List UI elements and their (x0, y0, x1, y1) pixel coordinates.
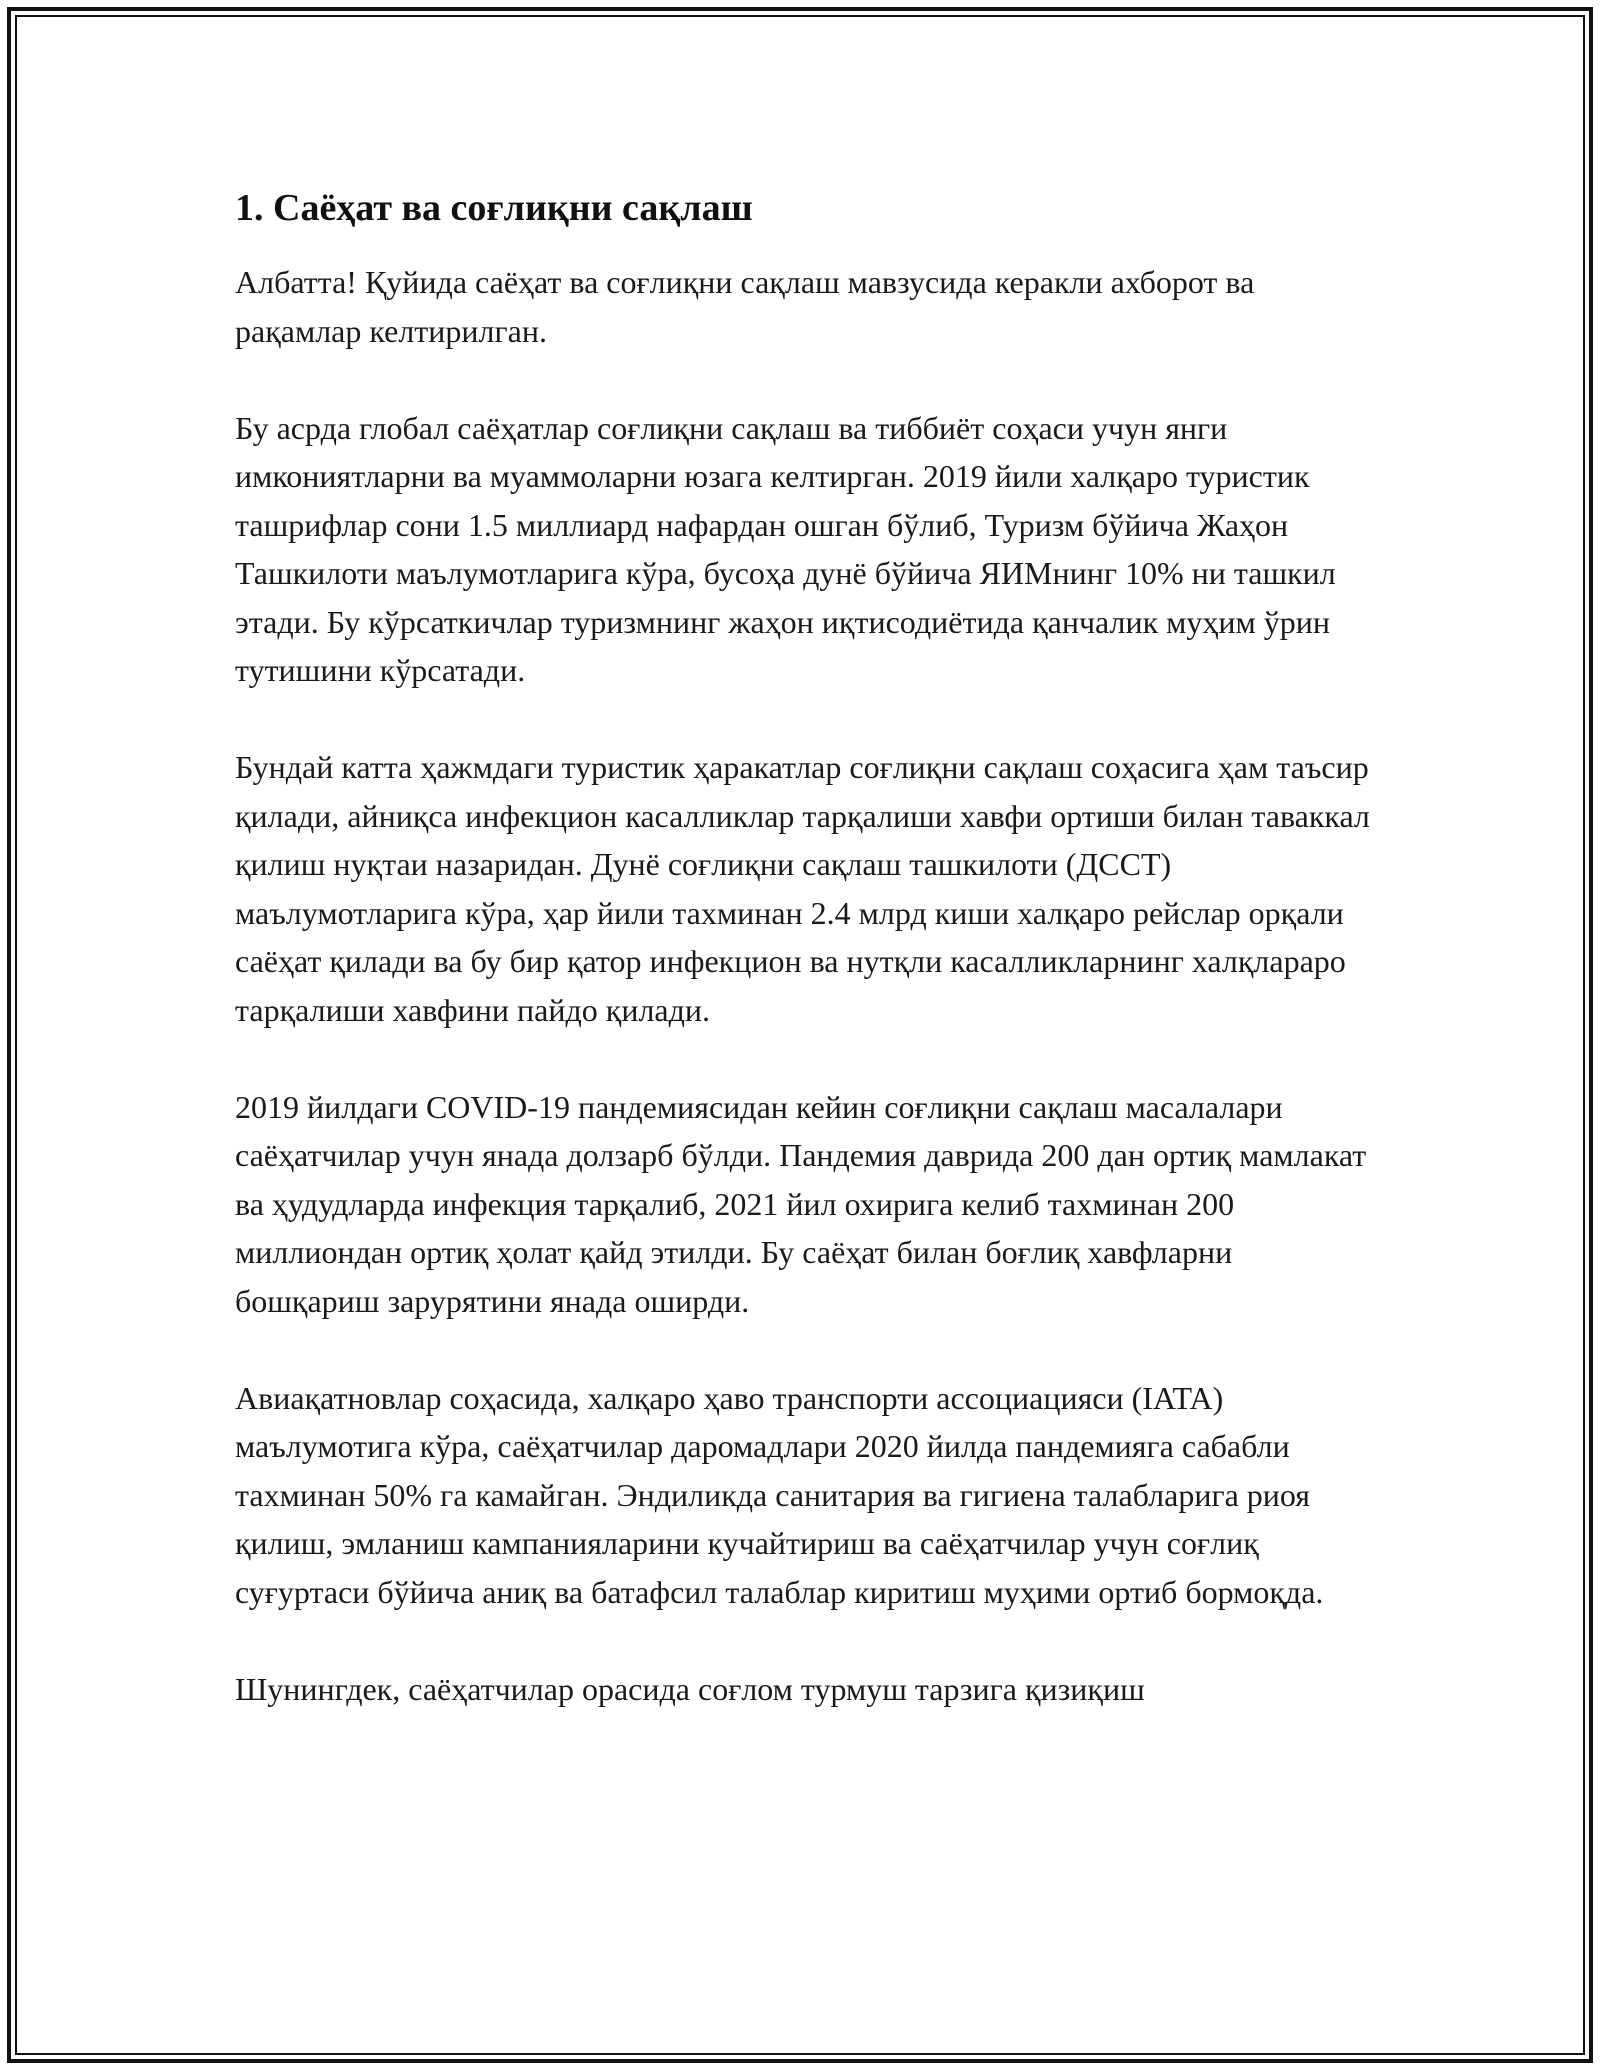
paragraph-covid: 2019 йилдаги COVID-19 пандемиясидан кейин соғлиқни сақлаш масалалари саёҳатчилар учун янада долзарб бўлди. Пандемия даврида 200 дан ортиқ мамлакат ва ҳудудларда инфекция тарқалиб, 2021 йил охирига келиб тахминан 200 миллиондан ортиқ ҳолат қайд этилди. Бу саёҳат билан боғлиқ хавфларни бошқариш зарурятини янада оширди. (235, 1088, 1367, 1319)
section-title: 1. Саёҳат ва соғлиқни сақлаш (235, 187, 753, 229)
paragraph-healthy-lifestyle: Шунингдек, саёҳатчилар орасида соғлом турмуш тарзига қизиқиш (235, 1670, 1145, 1707)
paragraph-infection-risk: Бундай катта ҳажмдаги туристик ҳаракатлар соғлиқни сақлаш соҳасига ҳам таъсир қилади, айниқса инфекцион касалликлар тарқалиши хавфи ортиши билан таваккал қилиш нуқтаи назаридан. Дунё соғлиқни сақлаш ташкилоти (ДССТ) маълумотларига кўра, ҳар йили тахминан 2.4 млрд киши халқаро рейслар орқали саёҳат қилади ва бу бир қатор инфекцион ва нутқли касалликларнинг халқлараро тарқалиши хавфини пайдо қилади. (235, 749, 1370, 1028)
paragraph-aviation: Авиақатновлар соҳасида, халқаро ҳаво транспорти ассоциацияси (IATA) маълумотига кўра, саёҳатчилар даромадлари 2020 йилда пандемияга сабабли тахминан 50% га камайган. Эндиликда санитария ва гигиена талабларига риоя қилиш, эмланиш кампанияларини кучайтириш ва саёҳатчилар учун соғлиқ суғуртаси бўйича аниқ ва батафсил талаблар киритиш муҳими ортиб бормоқда. (235, 1379, 1324, 1610)
paragraph-intro: Албатта! Қуйида саёҳат ва соғлиқни сақлаш мавзусида керакли ахборот ва рақамлар келтирилган. (235, 264, 1255, 349)
document-body (235, 184, 1375, 1762)
paragraph-global-travel: Бу асрда глобал саёҳатлар соғлиқни сақлаш ва тиббиёт соҳаси учун янги имкониятларни ва муаммоларни юзага келтирган. 2019 йили халқаро туристик ташрифлар сони 1.5 миллиард нафардан ошган бўлиб, Туризм бўйича Жаҳон Ташкилоти маълумотларига кўра, бусоҳа дунё бўйича ЯИМнинг 10% ни ташкил этади. Бу кўрсаткичлар туризмнинг жаҳон иқтисодиётида қанчалик муҳим ўрин тутишини кўрсатади. (235, 409, 1336, 688)
